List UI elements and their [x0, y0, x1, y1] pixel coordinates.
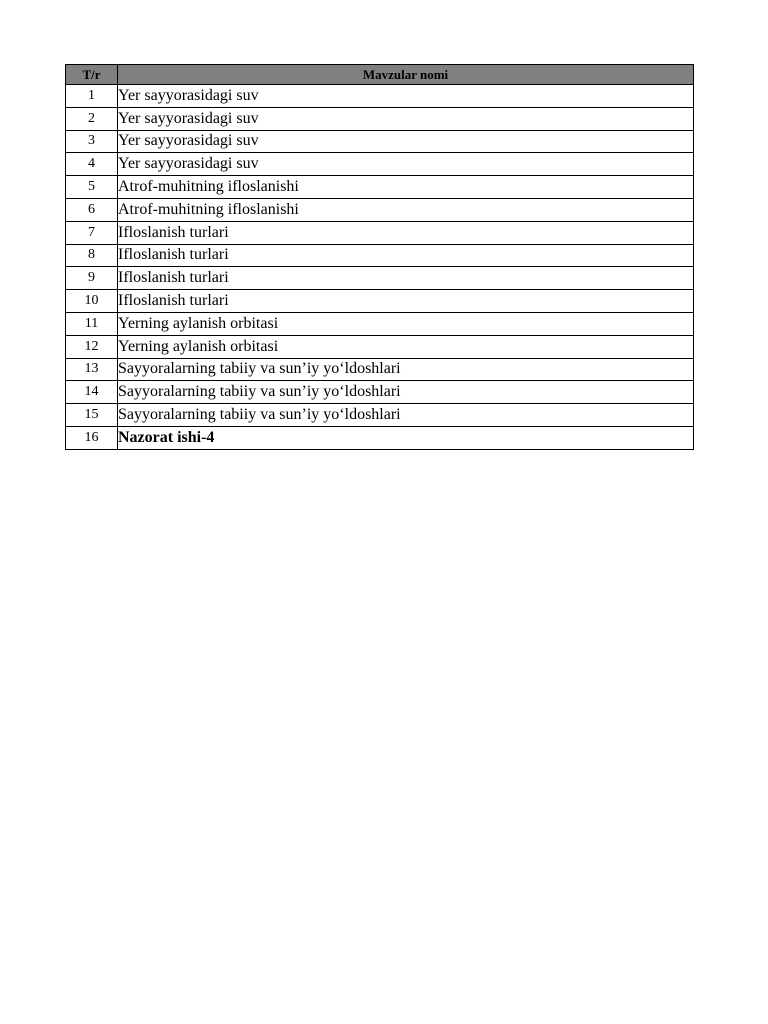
- row-number-cell[interactable]: 4: [66, 153, 118, 176]
- row-title-cell[interactable]: Sayyoralarning tabiiy va sun’iy yo‘ldoshlari: [118, 404, 694, 427]
- row-number-cell[interactable]: 2: [66, 107, 118, 130]
- row-number-cell[interactable]: 3: [66, 130, 118, 153]
- spreadsheet-page: [65, 64, 693, 450]
- table-row: [66, 358, 694, 381]
- table-row: [66, 312, 694, 335]
- row-title-cell[interactable]: Yer sayyorasidagi suv: [118, 107, 694, 130]
- row-title-cell[interactable]: Yer sayyorasidagi suv: [118, 153, 694, 176]
- row-title-cell[interactable]: Sayyoralarning tabiiy va sun’iy yo‘ldoshlari: [118, 358, 694, 381]
- table-row: [66, 335, 694, 358]
- table-header: [66, 65, 694, 85]
- header-title[interactable]: Mavzular nomi: [118, 65, 694, 85]
- row-title-cell[interactable]: Yerning aylanish orbitasi: [118, 335, 694, 358]
- header-number[interactable]: T/r: [66, 65, 118, 85]
- row-title-cell[interactable]: Atrof-muhitning ifloslanishi: [118, 198, 694, 221]
- table-row: [66, 130, 694, 153]
- row-number-cell[interactable]: 7: [66, 221, 118, 244]
- row-title-cell[interactable]: Ifloslanish turlari: [118, 244, 694, 267]
- table-body: [66, 85, 694, 450]
- topics-table: [65, 64, 694, 450]
- table-row: [66, 85, 694, 108]
- row-number-cell[interactable]: 6: [66, 198, 118, 221]
- row-title-cell[interactable]: Ifloslanish turlari: [118, 267, 694, 290]
- row-number-cell[interactable]: 11: [66, 312, 118, 335]
- row-number-cell[interactable]: 5: [66, 176, 118, 199]
- row-number-cell[interactable]: 1: [66, 85, 118, 108]
- table-row: [66, 107, 694, 130]
- table-row: [66, 381, 694, 404]
- row-title-cell[interactable]: Yer sayyorasidagi suv: [118, 85, 694, 108]
- row-number-cell[interactable]: 8: [66, 244, 118, 267]
- row-number-cell[interactable]: 12: [66, 335, 118, 358]
- table-row: [66, 426, 694, 449]
- row-number-cell[interactable]: 9: [66, 267, 118, 290]
- row-number-cell[interactable]: 14: [66, 381, 118, 404]
- table-row: [66, 404, 694, 427]
- table-row: [66, 244, 694, 267]
- row-title-cell[interactable]: Sayyoralarning tabiiy va sun’iy yo‘ldoshlari: [118, 381, 694, 404]
- row-number-cell[interactable]: 10: [66, 290, 118, 313]
- table-row: [66, 221, 694, 244]
- row-number-cell[interactable]: 13: [66, 358, 118, 381]
- row-title-cell[interactable]: Ifloslanish turlari: [118, 221, 694, 244]
- row-title-cell[interactable]: Nazorat ishi-4: [118, 426, 694, 449]
- table-row: [66, 153, 694, 176]
- row-number-cell[interactable]: 16: [66, 426, 118, 449]
- row-title-cell[interactable]: Ifloslanish turlari: [118, 290, 694, 313]
- header-row: [66, 65, 694, 85]
- row-title-cell[interactable]: Yer sayyorasidagi suv: [118, 130, 694, 153]
- row-title-cell[interactable]: Yerning aylanish orbitasi: [118, 312, 694, 335]
- table-row: [66, 176, 694, 199]
- table-row: [66, 267, 694, 290]
- table-row: [66, 198, 694, 221]
- table-row: [66, 290, 694, 313]
- row-number-cell[interactable]: 15: [66, 404, 118, 427]
- row-title-cell[interactable]: Atrof-muhitning ifloslanishi: [118, 176, 694, 199]
